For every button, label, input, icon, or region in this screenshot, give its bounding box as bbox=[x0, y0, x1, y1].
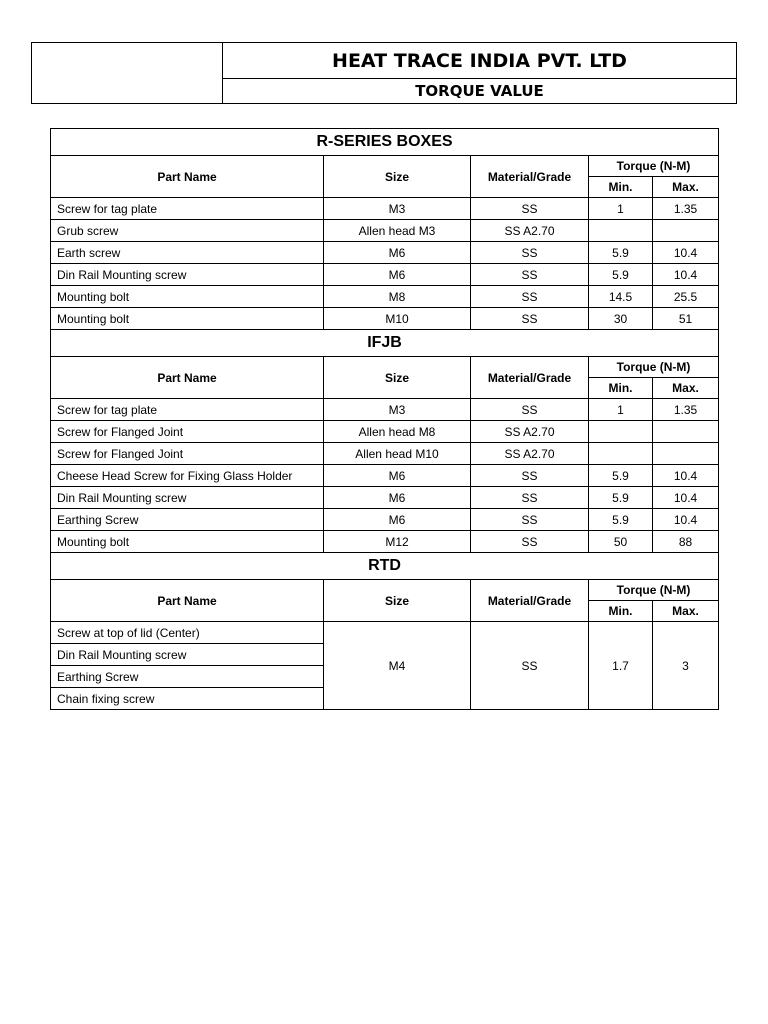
size-cell: M3 bbox=[324, 399, 471, 421]
size-cell: M6 bbox=[324, 487, 471, 509]
size-cell: Allen head M3 bbox=[324, 220, 471, 242]
header-part-name: Part Name bbox=[51, 156, 324, 198]
part-name-cell: Screw for Flanged Joint bbox=[51, 421, 324, 443]
material-cell: SS bbox=[471, 308, 589, 330]
material-cell: SS bbox=[471, 465, 589, 487]
table-row bbox=[51, 308, 719, 330]
table-row bbox=[51, 399, 719, 421]
header-torque: Torque (N-M) bbox=[589, 580, 719, 601]
torque-min-cell: 1.7 bbox=[589, 622, 653, 710]
table-row bbox=[51, 622, 719, 644]
header-part-name: Part Name bbox=[51, 580, 324, 622]
header-max: Max. bbox=[653, 177, 719, 198]
size-cell: M6 bbox=[324, 264, 471, 286]
torque-max-cell: 10.4 bbox=[653, 242, 719, 264]
torque-max-cell: 1.35 bbox=[653, 399, 719, 421]
table-row bbox=[51, 531, 719, 553]
torque-min-cell: 5.9 bbox=[589, 509, 653, 531]
torque-min-cell bbox=[589, 421, 653, 443]
part-name-cell: Screw for tag plate bbox=[51, 399, 324, 421]
header-min: Min. bbox=[589, 601, 653, 622]
torque-max-cell: 10.4 bbox=[653, 465, 719, 487]
header-size: Size bbox=[324, 580, 471, 622]
torque-min-cell bbox=[589, 443, 653, 465]
section-title-row bbox=[51, 553, 719, 580]
header-material: Material/Grade bbox=[471, 580, 589, 622]
header-min: Min. bbox=[589, 378, 653, 399]
section-title-row bbox=[51, 330, 719, 357]
size-cell: M4 bbox=[324, 622, 471, 710]
header-torque: Torque (N-M) bbox=[589, 357, 719, 378]
material-cell: SS bbox=[471, 242, 589, 264]
header-size: Size bbox=[324, 156, 471, 198]
part-name-cell: Chain fixing screw bbox=[51, 688, 324, 710]
document-title: TORQUE VALUE bbox=[415, 82, 544, 100]
table-row bbox=[51, 465, 719, 487]
table-row bbox=[51, 421, 719, 443]
logo-cell bbox=[32, 43, 223, 103]
header-max: Max. bbox=[653, 378, 719, 399]
material-cell: SS bbox=[471, 622, 589, 710]
part-name-cell: Mounting bolt bbox=[51, 308, 324, 330]
table-row bbox=[51, 487, 719, 509]
material-cell: SS bbox=[471, 399, 589, 421]
material-cell: SS A2.70 bbox=[471, 421, 589, 443]
torque-min-cell: 1 bbox=[589, 399, 653, 421]
part-name-cell: Din Rail Mounting screw bbox=[51, 264, 324, 286]
torque-max-cell: 25.5 bbox=[653, 286, 719, 308]
size-cell: M8 bbox=[324, 286, 471, 308]
torque-max-cell bbox=[653, 421, 719, 443]
torque-max-cell: 10.4 bbox=[653, 509, 719, 531]
section-title: RTD bbox=[51, 553, 719, 580]
part-name-cell: Din Rail Mounting screw bbox=[51, 644, 324, 666]
torque-max-cell: 88 bbox=[653, 531, 719, 553]
size-cell: M10 bbox=[324, 308, 471, 330]
column-header-row bbox=[51, 580, 719, 601]
table-row bbox=[51, 286, 719, 308]
torque-min-cell: 1 bbox=[589, 198, 653, 220]
header-min: Min. bbox=[589, 177, 653, 198]
company-name: HEAT TRACE INDIA PVT. LTD bbox=[223, 43, 736, 79]
material-cell: SS bbox=[471, 509, 589, 531]
size-cell: M6 bbox=[324, 509, 471, 531]
part-name-cell: Earthing Screw bbox=[51, 509, 324, 531]
torque-max-cell bbox=[653, 443, 719, 465]
size-cell: Allen head M10 bbox=[324, 443, 471, 465]
part-name-cell: Screw at top of lid (Center) bbox=[51, 622, 324, 644]
torque-min-cell bbox=[589, 220, 653, 242]
header-material: Material/Grade bbox=[471, 357, 589, 399]
part-name-cell: Earth screw bbox=[51, 242, 324, 264]
header-max: Max. bbox=[653, 601, 719, 622]
table-row bbox=[51, 264, 719, 286]
torque-min-cell: 5.9 bbox=[589, 465, 653, 487]
size-cell: M6 bbox=[324, 465, 471, 487]
part-name-cell: Mounting bolt bbox=[51, 531, 324, 553]
material-cell: SS bbox=[471, 198, 589, 220]
torque-max-cell: 1.35 bbox=[653, 198, 719, 220]
size-cell: M3 bbox=[324, 198, 471, 220]
table-row bbox=[51, 509, 719, 531]
torque-max-cell: 51 bbox=[653, 308, 719, 330]
header-size: Size bbox=[324, 357, 471, 399]
torque-max-cell bbox=[653, 220, 719, 242]
torque-max-cell: 10.4 bbox=[653, 264, 719, 286]
header-material: Material/Grade bbox=[471, 156, 589, 198]
torque-min-cell: 14.5 bbox=[589, 286, 653, 308]
section-title: IFJB bbox=[51, 330, 719, 357]
table-row bbox=[51, 443, 719, 465]
header-titles bbox=[223, 43, 736, 103]
document-header bbox=[31, 42, 737, 104]
part-name-cell: Screw for Flanged Joint bbox=[51, 443, 324, 465]
torque-min-cell: 30 bbox=[589, 308, 653, 330]
column-header-row bbox=[51, 156, 719, 177]
material-cell: SS bbox=[471, 286, 589, 308]
torque-min-cell: 5.9 bbox=[589, 487, 653, 509]
part-name-cell: Grub screw bbox=[51, 220, 324, 242]
torque-min-cell: 5.9 bbox=[589, 242, 653, 264]
table-row bbox=[51, 242, 719, 264]
torque-max-cell: 10.4 bbox=[653, 487, 719, 509]
material-cell: SS A2.70 bbox=[471, 443, 589, 465]
material-cell: SS bbox=[471, 531, 589, 553]
section-title: R-SERIES BOXES bbox=[51, 129, 719, 156]
column-header-row bbox=[51, 357, 719, 378]
header-torque: Torque (N-M) bbox=[589, 156, 719, 177]
torque-table bbox=[50, 128, 719, 710]
section-title-row bbox=[51, 129, 719, 156]
material-cell: SS bbox=[471, 264, 589, 286]
part-name-cell: Cheese Head Screw for Fixing Glass Holder bbox=[51, 465, 324, 487]
size-cell: M6 bbox=[324, 242, 471, 264]
torque-max-cell: 3 bbox=[653, 622, 719, 710]
size-cell: M12 bbox=[324, 531, 471, 553]
table-row bbox=[51, 198, 719, 220]
part-name-cell: Earthing Screw bbox=[51, 666, 324, 688]
part-name-cell: Screw for tag plate bbox=[51, 198, 324, 220]
material-cell: SS A2.70 bbox=[471, 220, 589, 242]
header-part-name: Part Name bbox=[51, 357, 324, 399]
part-name-cell: Din Rail Mounting screw bbox=[51, 487, 324, 509]
torque-min-cell: 50 bbox=[589, 531, 653, 553]
size-cell: Allen head M8 bbox=[324, 421, 471, 443]
torque-min-cell: 5.9 bbox=[589, 264, 653, 286]
part-name-cell: Mounting bolt bbox=[51, 286, 324, 308]
table-row bbox=[51, 220, 719, 242]
material-cell: SS bbox=[471, 487, 589, 509]
